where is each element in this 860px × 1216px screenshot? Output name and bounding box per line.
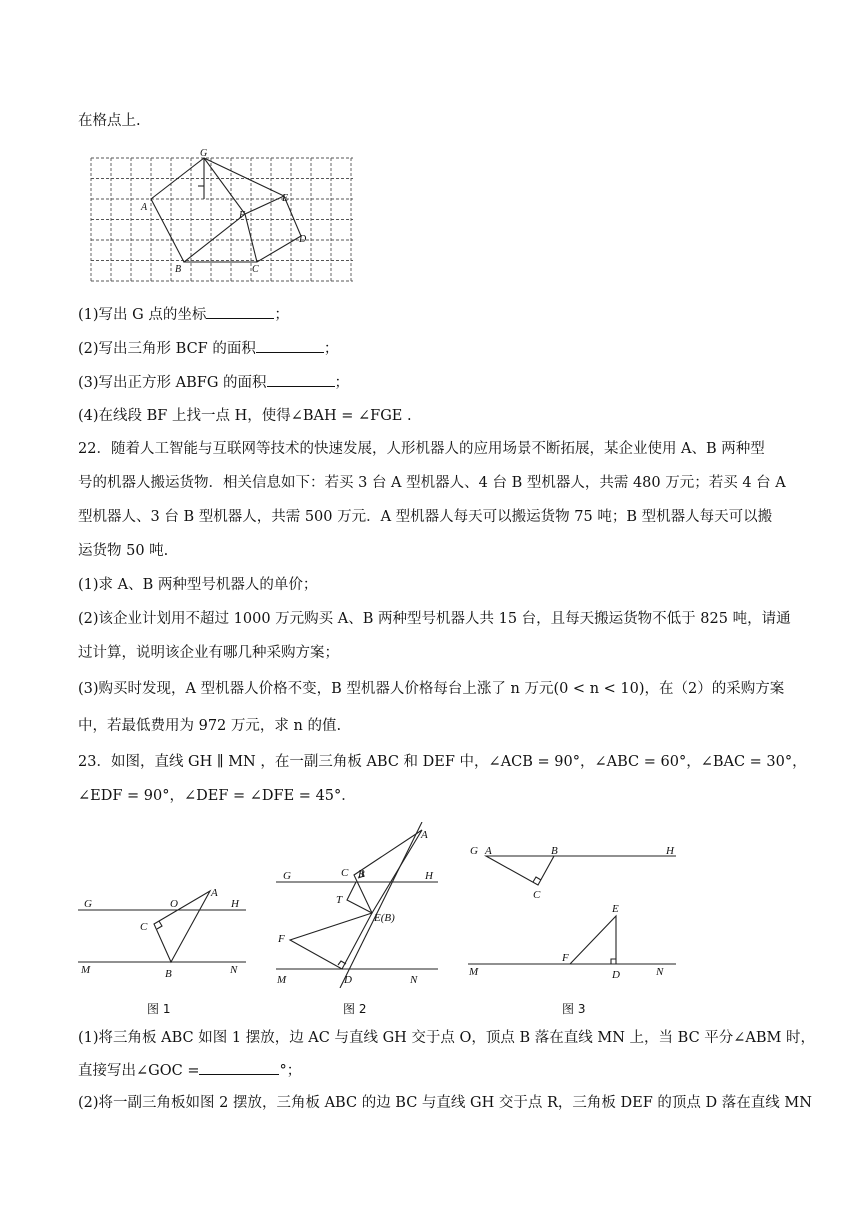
q22-part-3a: (3)购买时发现，A 型机器人价格不变，B 型机器人价格每台上涨了 n 万元(0 < n < 10)，在（2）的采购方案 <box>78 681 785 697</box>
figure-3-caption: 图 3 <box>562 1002 586 1016</box>
grid-label-e: E <box>282 193 289 204</box>
answer-blank[interactable] <box>206 304 274 319</box>
q21-part-2: (2)写出三角形 BCF 的面积 ； <box>78 338 338 359</box>
fig3-label-a: A <box>485 845 492 857</box>
fig2-label-a: A <box>421 829 428 841</box>
fig3-label-n: N <box>656 966 664 978</box>
fig1-label-g: G <box>84 898 92 910</box>
answer-blank[interactable] <box>267 372 335 387</box>
fig2-label-c: C <box>341 867 349 879</box>
q22-part-2a: (2)该企业计划用不超过 1000 万元购买 A、B 两种型号机器人共 15 台，且每天搬运货物不低于 825 吨，请通 <box>78 611 791 627</box>
fig1-label-h: H <box>231 898 239 910</box>
q23-line-2: ∠EDF = 90°，∠DEF = ∠DFE = 45°． <box>78 788 356 804</box>
grid-label-c: C <box>252 264 259 275</box>
fig1-label-m: M <box>81 964 91 976</box>
fig2-label-r: R <box>358 868 365 880</box>
fig2-label-eb: E(B) <box>374 912 395 924</box>
fig1-label-b: B <box>165 968 172 980</box>
q23-line-1: 23．如图，直线 GH ∥ MN ，在一副三角板 ABC 和 DEF 中，∠ACB = 90°，∠ABC = 60°，∠BAC = 30°， <box>78 754 807 770</box>
figure-1 <box>76 880 256 980</box>
q21-part-1: (1)写出 G 点的坐标 ； <box>78 304 289 325</box>
answer-blank[interactable] <box>199 1060 279 1075</box>
fig2-label-g: G <box>283 870 291 882</box>
fig1-label-a: A <box>211 887 218 899</box>
q22-line-2: 号的机器人搬运货物．相关信息如下：若买 3 台 A 型机器人、4 台 B 型机器人，共需 480 万元；若买 4 台 A <box>78 475 786 491</box>
q21-part-4: (4)在线段 BF 上找一点 H，使得∠BAH = ∠FGE . <box>78 408 412 424</box>
fig3-label-g: G <box>470 845 478 857</box>
q23-part-2: (2)将一副三角板如图 2 摆放，三角板 ABC 的边 BC 与直线 GH 交于点 R，三角板 DEF 的顶点 D 落在直线 MN <box>78 1095 812 1111</box>
grid-figure <box>86 146 358 286</box>
fig3-label-f: F <box>562 952 569 964</box>
grid-label-d: D <box>299 234 307 245</box>
fig1-label-n: N <box>230 964 238 976</box>
q22-line-3: 型机器人、3 台 B 型机器人，共需 500 万元．A 型机器人每天可以搬运货物 75 吨；B 型机器人每天可以搬 <box>78 509 773 525</box>
fig2-label-f: F <box>278 933 285 945</box>
fig3-label-m: M <box>469 966 479 978</box>
q22-part-3b: 中，若最低费用为 972 万元，求 n 的值. <box>78 718 342 734</box>
fig2-label-m: M <box>277 974 287 986</box>
fig3-label-c: C <box>533 889 541 901</box>
fig2-label-h: H <box>425 870 433 882</box>
figure-3 <box>466 840 682 982</box>
q22-part-1: (1)求 A、B 两种型号机器人的单价； <box>78 577 318 593</box>
q23-part-1a: (1)将三角板 ABC 如图 1 摆放，边 AC 与直线 GH 交于点 O，顶点 B 落在直线 MN 上，当 BC 平分∠ABM 时， <box>78 1030 816 1046</box>
fig3-label-d: D <box>612 969 620 981</box>
fig3-label-e: E <box>612 903 619 915</box>
q22-line-1: 22．随着人工智能与互联网等技术的快速发展，人形机器人的应用场景不断拓展，某企业使用 A、B 两种型 <box>78 441 765 457</box>
figure-1-caption: 图 1 <box>147 1002 171 1016</box>
grid-label-g: G <box>200 148 208 159</box>
fig2-label-t: T <box>336 894 343 906</box>
q22-part-2b: 过计算，说明该企业有哪几种采购方案； <box>78 645 339 661</box>
q23-part-1b: 直接写出∠GOC = °； <box>78 1060 301 1081</box>
q21-part-3: (3)写出正方形 ABFG 的面积 ； <box>78 372 349 393</box>
fig3-label-b: B <box>551 845 558 857</box>
q22-line-4: 运货物 50 吨. <box>78 543 169 559</box>
intro-line: 在格点上. <box>78 113 141 129</box>
grid-label-a: A <box>141 202 148 213</box>
fig1-label-o: O <box>170 898 178 910</box>
fig1-label-c: C <box>140 921 148 933</box>
figure-2 <box>272 822 444 988</box>
fig3-label-h: H <box>666 845 674 857</box>
answer-blank[interactable] <box>256 338 324 353</box>
figure-2-caption: 图 2 <box>343 1002 367 1016</box>
grid-label-f: F <box>239 210 246 221</box>
fig2-label-n: N <box>410 974 418 986</box>
fig2-label-d: D <box>344 974 352 986</box>
grid-label-b: B <box>175 264 182 275</box>
